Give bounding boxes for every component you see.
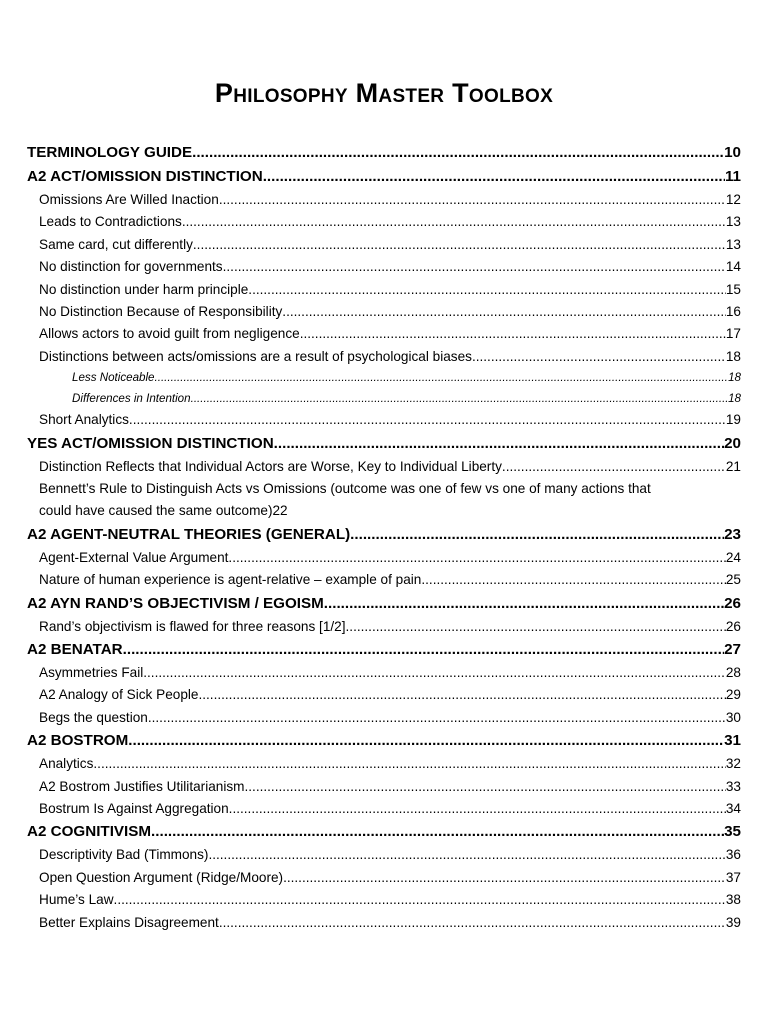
toc-entry-label: YES ACT/OMISSION DISTINCTION [27,434,274,452]
toc-page-number: 14 [725,259,741,275]
page-title: Philosophy Master Toolbox [214,78,554,108]
toc-entry-label: No Distinction Because of Responsibility [39,303,283,319]
toc-page-number: 35 [724,823,741,841]
toc-entry-label: A2 Bostrom Justifies Utilitarianism [39,778,245,794]
dot-leader [228,547,725,569]
dot-leader [350,523,724,547]
dot-leader [324,592,724,616]
dot-leader [263,165,725,189]
toc-entry[interactable] [27,776,741,798]
toc-entry-label: Descriptivity Bad (Timmons) [39,847,209,863]
toc-entry-label: Distinction Reflects that Individual Actors are Worse, Key to Individual Liberty [39,458,502,474]
toc-section-heading[interactable] [27,141,741,165]
toc-entry-label: Differences in Intention [72,391,191,405]
toc-entry-label: Distinctions between acts/omissions are a result of psychological biases [39,348,472,364]
dot-leader [282,301,726,323]
toc-subsubentry[interactable] [27,389,741,410]
toc-entry[interactable] [27,301,741,323]
dot-leader [219,912,726,934]
dot-leader [421,569,726,591]
dot-leader [244,776,725,798]
dot-leader [193,234,726,256]
dot-leader [192,141,724,165]
toc-page-number: 23 [724,525,741,543]
toc-section-heading[interactable] [27,592,741,616]
toc-entry[interactable] [27,189,741,211]
toc-entry[interactable] [27,889,741,911]
toc-page-number: 13 [725,236,741,252]
toc-entry-label: A2 AGENT-NEUTRAL THEORIES (GENERAL) [27,525,351,543]
toc-entry[interactable] [27,707,741,729]
toc-section-heading[interactable] [27,820,741,844]
toc-entry-label: Bostrum Is Against Aggregation [39,801,229,816]
toc-entry-label: Less Noticeable [72,371,155,385]
toc-entry-label: A2 Analogy of Sick People [39,687,199,703]
toc-entry-label: A2 COGNITIVISM [27,823,152,841]
toc-page-number: 28 [725,665,741,681]
toc-page-number: 26 [725,618,741,634]
toc-entry[interactable] [27,234,741,256]
toc-entry-label: Allows actors to avoid guilt from negligence [39,326,300,342]
toc-entry[interactable] [27,684,741,706]
toc-page-number: 22 [272,503,288,519]
dot-leader [191,389,729,410]
toc-entry[interactable] [27,456,741,478]
toc-entry[interactable] [27,753,741,775]
toc-entry[interactable] [27,616,741,638]
toc-page-number: 34 [725,801,741,816]
toc-section-heading[interactable] [27,432,741,456]
dot-leader [123,638,724,662]
toc-page-number: 33 [725,778,741,794]
dot-leader [129,409,726,431]
toc-page-number: 18 [728,391,741,405]
toc-entry-label: Better Explains Disagreement [39,914,219,930]
toc-page-number: 21 [725,458,741,474]
dot-leader [283,867,726,889]
toc-page-number: 18 [728,371,741,385]
toc-entry-label: A2 ACT/OMISSION DISTINCTION [27,168,263,185]
toc-subsubentry[interactable] [27,368,741,389]
toc-page-number: 15 [725,281,741,297]
toc-page-number: 38 [725,892,741,908]
toc-section-heading[interactable] [27,729,741,753]
dot-leader [346,616,726,638]
dot-leader [182,211,726,233]
dot-leader [114,889,726,911]
toc-entry[interactable] [27,256,741,278]
toc-page-number: 17 [725,326,741,342]
toc-section-heading[interactable] [27,523,741,547]
toc-entry-label: A2 BOSTROM [27,732,129,750]
dot-leader [300,323,726,345]
toc-entry-label: Asymmetries Fail [39,665,144,681]
toc-page-number: 25 [725,572,741,588]
table-of-contents [27,141,741,934]
toc-page-number: 19 [725,412,741,428]
dot-leader [229,798,726,820]
toc-entry-label: Same card, cut differently [39,236,193,252]
toc-page-number: 31 [724,732,741,750]
dot-leader [128,729,724,753]
dot-leader [208,844,725,866]
toc-entry-label: A2 AYN RAND’S OBJECTIVISM / EGOISM [27,594,324,612]
toc-entry-line2 [39,500,741,522]
toc-entry[interactable] [27,662,741,684]
toc-page-number: 29 [725,687,741,703]
toc-entry[interactable] [27,478,741,523]
dot-leader [223,256,726,278]
dot-leader [93,753,725,775]
toc-entry-label: Omissions Are Willed Inaction [39,192,219,207]
toc-entry-label: Hume’s Law [39,892,114,908]
toc-page-number: 24 [725,549,741,565]
toc-entry[interactable] [27,211,741,233]
toc-entry[interactable] [27,409,741,431]
toc-entry[interactable] [27,346,741,368]
toc-entry-label: Bennett’s Rule to Distinguish Acts vs Omissions (outcome was one of few vs one of many actions that [39,481,651,497]
toc-section-heading[interactable] [27,165,741,189]
toc-entry[interactable] [27,867,741,889]
toc-page-number: 13 [725,214,741,230]
toc-entry[interactable] [27,279,741,301]
toc-page-number: 30 [725,709,741,725]
dot-leader [198,684,725,706]
toc-entry[interactable] [27,323,741,345]
toc-entry-label: Short Analytics [39,412,129,428]
toc-entry-label: Rand’s objectivism is flawed for three reasons [1/2] [39,618,346,634]
toc-entry-label: TERMINOLOGY GUIDE [27,144,193,161]
toc-page-number: 36 [725,847,741,863]
dot-leader [148,707,726,729]
toc-entry-label: Leads to Contradictions [39,214,182,230]
toc-page-number: 10 [724,144,741,161]
toc-entry-label: Nature of human experience is agent-relative – example of pain [39,572,422,588]
toc-page-number: 20 [724,434,741,452]
toc-page-number: 12 [725,192,741,207]
toc-entry-label: A2 BENATAR [27,641,123,659]
toc-section-heading[interactable] [27,638,741,662]
dot-leader [502,456,726,478]
toc-entry-label: Agent-External Value Argument [39,549,229,565]
toc-entry[interactable] [27,547,741,569]
toc-page-number: 11 [724,168,741,185]
dot-leader [151,820,724,844]
dot-leader [155,368,729,389]
toc-page-number: 39 [725,914,741,930]
toc-page-number: 18 [725,348,741,364]
toc-page-number: 26 [724,594,741,612]
toc-entry-label: No distinction for governments [39,259,223,275]
toc-entry-label: Open Question Argument (Ridge/Moore) [39,869,284,885]
toc-entry[interactable] [27,798,741,820]
toc-entry[interactable] [27,912,741,934]
dot-leader [219,189,726,211]
dot-leader [274,432,724,456]
toc-entry-label-continued: could have caused the same outcome) [39,503,273,519]
toc-page-number: 27 [724,641,741,659]
toc-entry-label: No distinction under harm principle [39,281,249,297]
toc-page-number: 32 [725,756,741,772]
toc-entry-label: Analytics [39,756,94,772]
dot-leader [472,346,726,368]
toc-page-number: 37 [725,869,741,885]
toc-entry[interactable] [27,569,741,591]
dot-leader [248,279,726,301]
toc-entry[interactable] [27,844,741,866]
toc-entry-label: Begs the question [39,709,148,725]
dot-leader [143,662,726,684]
toc-page-number: 16 [725,303,741,319]
